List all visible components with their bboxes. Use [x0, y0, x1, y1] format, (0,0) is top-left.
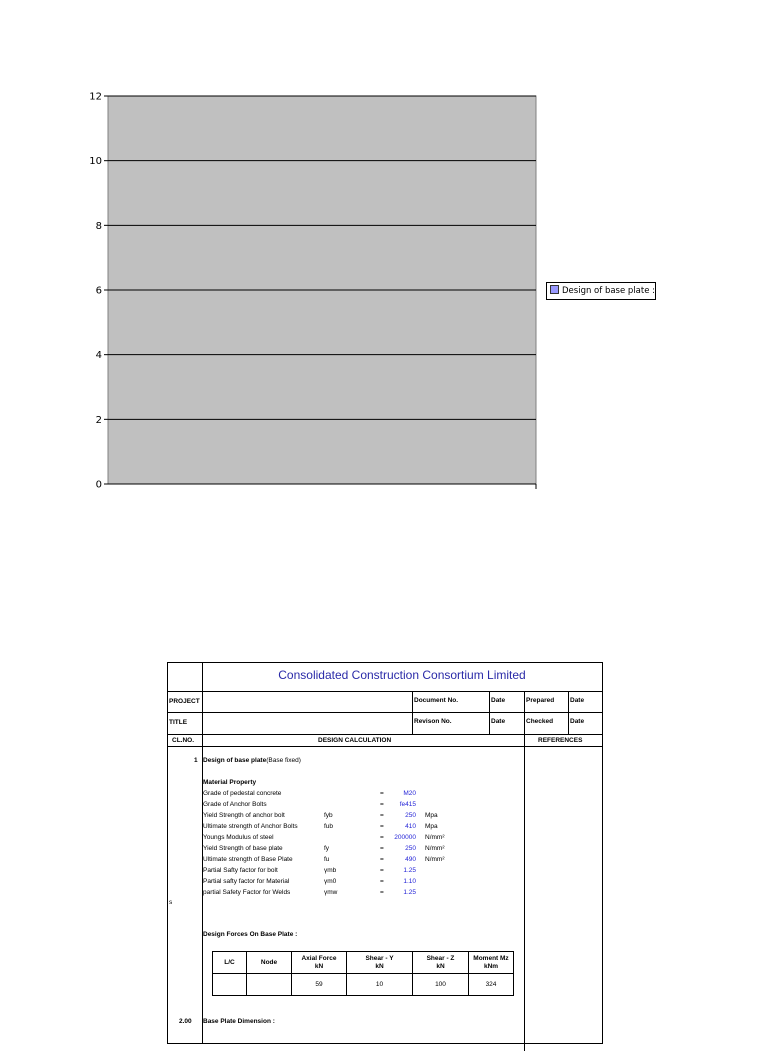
document-no-label: Document No. — [414, 697, 459, 704]
col-axial-force: Axial Force kN — [292, 952, 347, 974]
references-label: REFERENCES — [538, 737, 583, 744]
date-label-3: Date — [570, 697, 585, 704]
calculation-sheet — [167, 662, 603, 1044]
y-tick-label: 12 — [89, 91, 102, 103]
design-forces-heading: Design Forces On Base Plate : — [203, 931, 298, 938]
section-1-number: 1 — [194, 757, 198, 764]
section-1-subtitle: (Base fixed) — [266, 757, 301, 764]
property-value: fe415 — [399, 801, 416, 808]
property-unit: N/mm² — [425, 845, 445, 852]
property-value: 1.25 — [403, 889, 416, 896]
property-value: 1.25 — [403, 867, 416, 874]
property-symbol: γm0 — [324, 878, 337, 885]
date-label-4: Date — [570, 718, 585, 725]
date-label-2: Date — [491, 718, 506, 725]
property-equals: = — [380, 801, 384, 808]
property-unit: N/mm² — [425, 856, 445, 863]
date-label-1: Date — [491, 697, 506, 704]
property-label: Yield Strength of base plate — [203, 845, 283, 852]
revision-no-label: Revison No. — [414, 718, 452, 725]
property-value: 250 — [405, 812, 416, 819]
material-property-heading: Material Property — [203, 779, 257, 786]
property-value: 1.10 — [403, 878, 416, 885]
section-2-number: 2.00 — [179, 1018, 192, 1025]
property-equals: = — [380, 845, 384, 852]
cell-node — [247, 974, 292, 996]
y-axis — [89, 92, 108, 491]
col-moment-mz: Moment Mz kNm — [469, 952, 514, 974]
property-equals: = — [380, 790, 384, 797]
property-value: M20 — [403, 790, 416, 797]
y-tick-label: 6 — [95, 285, 102, 297]
chart — [0, 0, 768, 500]
col-shear-z: Shear - Z kN — [413, 952, 469, 974]
property-label: Ultimate strength of Base Plate — [203, 856, 293, 863]
property-equals: = — [380, 878, 384, 885]
property-equals: = — [380, 889, 384, 896]
property-symbol: fub — [324, 823, 334, 830]
property-label: Partial safty factor for Material — [203, 878, 290, 885]
prepared-label: Prepared — [526, 697, 555, 704]
property-label: partial Safety Factor for Welds — [203, 889, 291, 896]
y-tick-label: 2 — [95, 414, 102, 426]
property-label: Ultimate strength of Anchor Bolts — [203, 823, 298, 830]
property-symbol: γmb — [324, 867, 337, 874]
y-tick-label: 4 — [95, 350, 102, 362]
cell-shear-z: 100 — [413, 974, 469, 996]
property-label: Youngs Modulus of steel — [203, 834, 274, 841]
property-value: 250 — [405, 845, 416, 852]
chart-svg — [0, 0, 768, 500]
project-label: PROJECT — [169, 698, 200, 705]
property-value: 200000 — [394, 834, 416, 841]
cell-moment-mz: 324 — [469, 974, 514, 996]
chart-legend — [546, 282, 656, 300]
property-label: Partial Safty factor for bolt — [203, 867, 278, 874]
property-equals: = — [380, 823, 384, 830]
col-shear-y: Shear - Y kN — [347, 952, 413, 974]
title-label: TITLE — [169, 719, 188, 726]
section-2-title: Base Plate Dimension : — [203, 1018, 275, 1025]
cell-lc — [213, 974, 247, 996]
cell-axial-force: 59 — [292, 974, 347, 996]
table-header-row — [213, 952, 514, 974]
property-label: Grade of Anchor Bolts — [203, 801, 267, 808]
property-unit: Mpa — [425, 823, 438, 830]
property-unit: Mpa — [425, 812, 438, 819]
legend-label: Design of base plate : — [562, 286, 656, 296]
property-unit: N/mm² — [425, 834, 445, 841]
margin-mark: s — [169, 899, 173, 906]
property-equals: = — [380, 867, 384, 874]
property-equals: = — [380, 834, 384, 841]
legend-swatch — [550, 285, 559, 294]
design-forces-table — [212, 951, 514, 996]
property-symbol: fyb — [324, 812, 333, 819]
property-equals: = — [380, 856, 384, 863]
section-1-title: Design of base plate — [203, 757, 267, 764]
property-label: Grade of pedestal concrete — [203, 790, 282, 797]
section-1-title-row — [203, 757, 301, 764]
design-calculation-label: DESIGN CALCULATION — [318, 737, 392, 744]
y-tick-label: 0 — [95, 479, 102, 491]
property-symbol: fy — [324, 845, 330, 852]
property-equals: = — [380, 812, 384, 819]
table-row — [213, 974, 514, 996]
cell-shear-y: 10 — [347, 974, 413, 996]
property-value: 490 — [405, 856, 416, 863]
checked-label: Checked — [526, 718, 554, 725]
y-tick-label: 10 — [89, 156, 102, 168]
property-symbol: γmw — [324, 889, 338, 896]
property-label: Yield Strength of anchor bolt — [203, 812, 285, 819]
y-tick-label: 8 — [95, 220, 102, 232]
col-lc: L/C — [213, 952, 247, 974]
clno-label: CL.NO. — [172, 737, 195, 744]
company-name: Consolidated Construction Consortium Limited — [278, 668, 526, 682]
property-value: 410 — [405, 823, 416, 830]
col-node: Node — [247, 952, 292, 974]
property-symbol: fu — [324, 856, 330, 863]
